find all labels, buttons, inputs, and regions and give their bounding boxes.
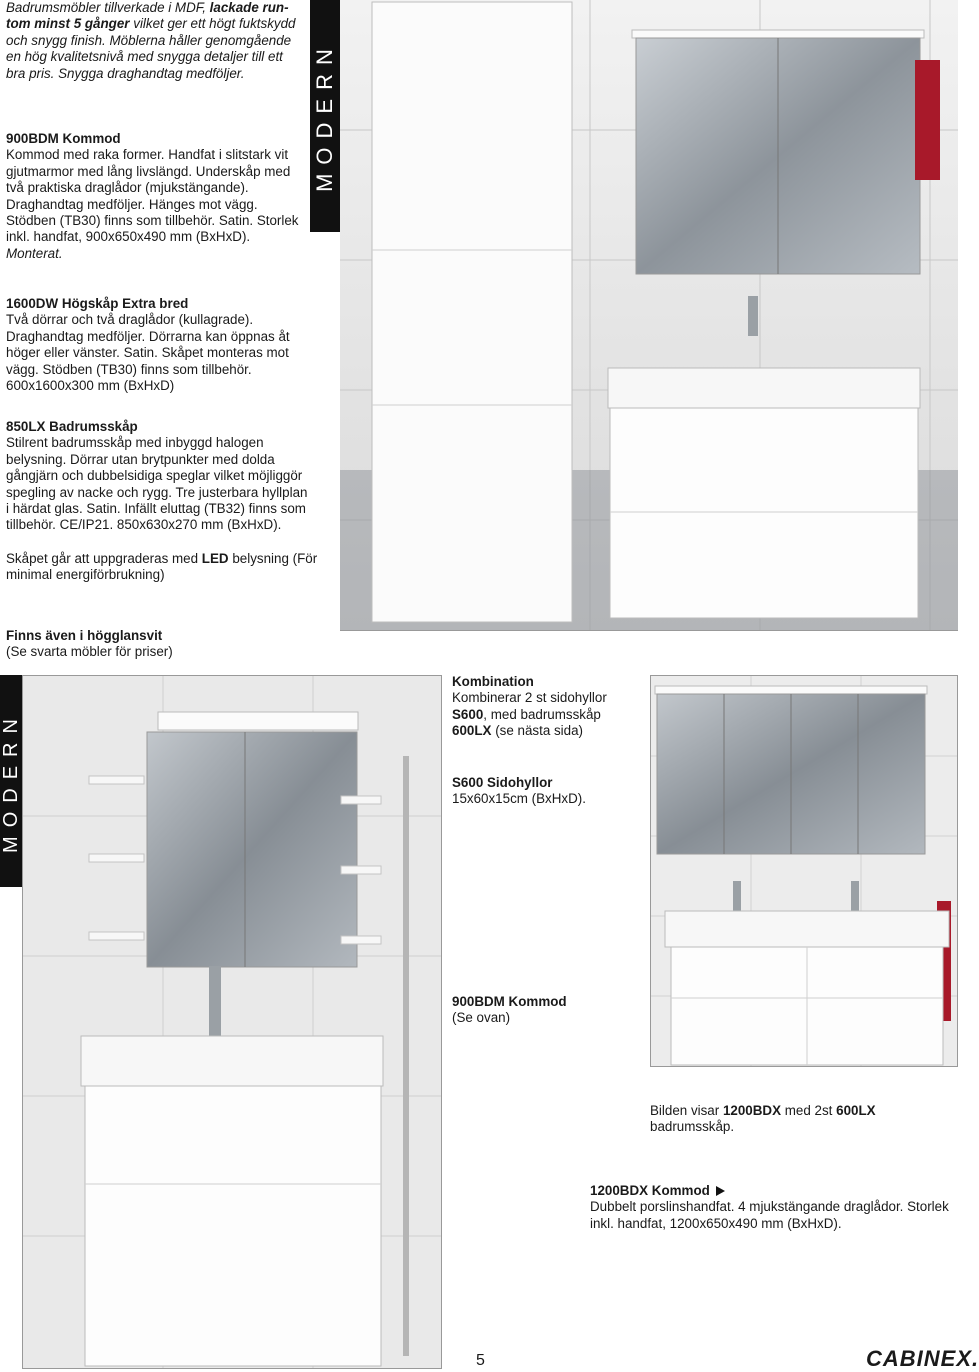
kommod-description: 900BDM Kommod Kommod med raka former. Handfat i slitstark vit gjutmarmor med lång livslängd. Underskåp med två praktiska draglådor (mjukstängande). Draghandtag medföljer. Hänges mot vägg. Stödben (TB30) finns som tillbehör. Satin. Storlek inkl. handfat, 900x650x490 mm (BxHxD). Monterat. — [6, 131, 299, 261]
kommod-title: 900BDM Kommod — [6, 131, 121, 146]
page-number: 5 — [476, 1352, 485, 1369]
kommod-1200-title: 1200BDX Kommod — [590, 1183, 710, 1198]
led-upgrade-note: Skåpet går att uppgraderas med LED belysning (För minimal energiförbrukning) — [6, 551, 318, 583]
badrumsskap-description: 850LX Badrumsskåp Stilrent badrumsskåp med inbyggd halogen belysning. Dörrar utan brytpunkter med dolda gångjärn och dubbelsidiga speglar vilket möjliggör spegling av nacke och rygg. Tre justerbara hyllplan i härdat glas. Satin. Infällt eluttag (TB32) finns som tillbehör. CE/IP21. 850x630x270 mm (BxHxD). — [6, 419, 308, 533]
sidohyllor-description: S600 Sidohyllor 15x60x15cm (BxHxD). — [452, 775, 586, 807]
kombination-title: Kombination — [452, 674, 534, 689]
double-basin-photo — [650, 675, 958, 1067]
top-product-photo — [340, 0, 958, 631]
shelves-combination-photo — [22, 675, 442, 1369]
kommod-reference: 900BDM Kommod (Se ovan) — [452, 994, 567, 1026]
modern-label-top: MODERN — [310, 0, 340, 232]
cabinex-logo: CABINEX. — [866, 1346, 979, 1371]
sidohyllor-title: S600 Sidohyllor — [452, 775, 553, 790]
image-caption: Bilden visar 1200BDX med 2st 600LX badrumsskåp. — [650, 1103, 876, 1135]
kommod-1200-description: 1200BDX Kommod Dubbelt porslinshandfat. 4 mjukstängande draglådor. Storlek inkl. handfat, 1200x650x490 mm (BxHxD). — [590, 1183, 949, 1231]
kombination-description: Kombination Kombinerar 2 st sidohyllor S600, med badrumsskåp 600LX (se nästa sida) — [452, 674, 607, 739]
intro-text: Badrumsmöbler tillverkade i MDF, lackade run- tom minst 5 gånger vilket ger ett högt fuktskydd och snygg finish. Möblerna håller genomgående en hög kvalitetsnivå med snygga detaljer till ett bra pris. Snygga draghandtag medföljer. — [6, 0, 296, 81]
badrumsskap-title: 850LX Badrumsskåp — [6, 419, 138, 434]
hogskap-title: 1600DW Högskåp Extra bred — [6, 296, 189, 311]
modern-label-bottom: MODERN — [0, 675, 22, 887]
arrow-right-icon — [716, 1186, 725, 1196]
gloss-note: Finns även i högglansvit (Se svarta möbler för priser) — [6, 628, 173, 660]
hogskap-description: 1600DW Högskåp Extra bred Två dörrar och två draglådor (kullagrade). Draghandtag medföljer. Dörrarna kan öppnas åt höger eller vänster. Satin. Skåpet monteras mot vägg. Stödben (TB30) finns som tillbehör. 600x1600x300 mm (BxHxD) — [6, 296, 290, 394]
